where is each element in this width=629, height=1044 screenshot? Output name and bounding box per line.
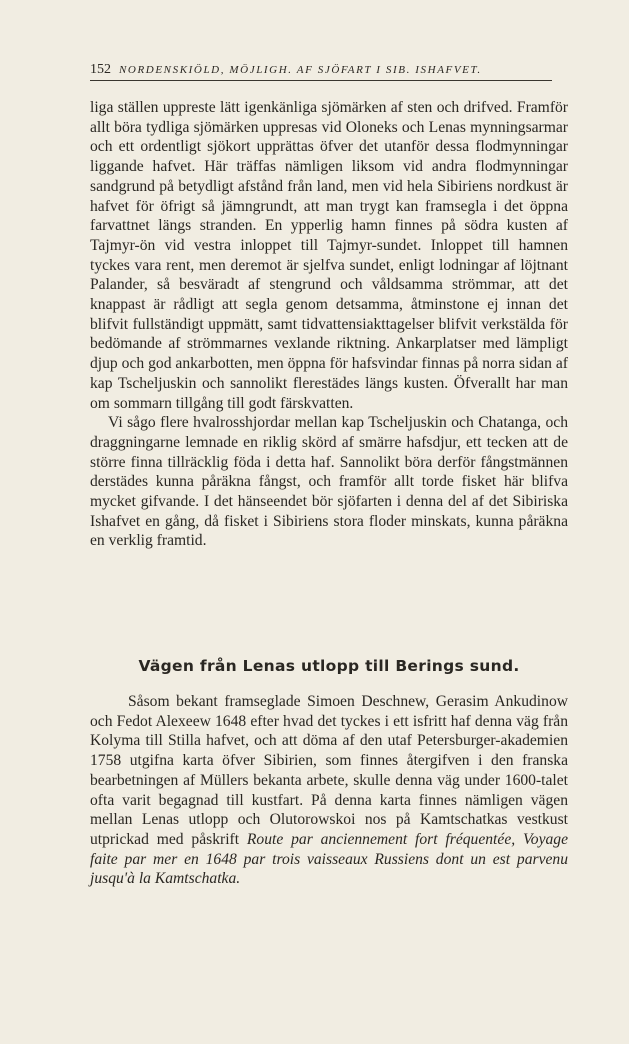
paragraph-3-text: Såsom bekant framseglade Simoen Deschnew, Gerasim Ankudinow och Fedot Alexeew 1648 efter hvad det tyckes i ett isfritt haf denna väg från Kolyma till Stilla hafvet, och att döma af den utaf Petersburger-akademien 1758 utgifna karta öfver Sibirien, som finnes återgifven i den franska bearbetningen af Müllers bekanta arbete, skulle denna väg under 1600-talet ofta varit begagnad till kustfart. På denna karta finnes nämligen vägen mellan Lenas utlopp och Olutorowskoi nos på Kamtschatkas vestkust utprickad med påskrift <box>90 693 568 848</box>
paragraph-2: Vi sågo flere hvalrosshjordar mellan kap Tscheljuskin och Chatanga, och draggningarne lemnade en riklig skörd af smärre hafsdjur, ett tecken att de större finna tillräcklig föda i detta haf. Sannolikt böra derför fångstmännen derstädes kunna påräkna fångst, och framför allt torde fisket här blifva mycket gifvande. I det hänseendet bör sjöfarten i denna del af det Sibiriska Ishafvet en gång, då fisket i Sibiriens stora floder minskats, kunna påräkna en verklig framtid. <box>90 414 568 550</box>
main-text <box>90 98 568 551</box>
running-head <box>90 62 550 82</box>
section-heading: Vägen från Lenas utlopp till Berings sund. <box>138 657 520 675</box>
header-rule <box>90 80 552 81</box>
section-text <box>90 692 568 889</box>
paragraph-1: liga ställen uppreste lätt igenkänliga sjömärken af sten och drifved. Framför allt böra tydliga sjömärken uppresas vid Oloneks och Lenas mynningsarmar och ett ordentligt sjökort upprättas öfver det utanför dessa flodmynningar liggande hafvet. Här träffas nämligen liksom vid andra flodmynningar sandgrund på betydligt afstånd från land, men vid hela Sibiriens nordkust är hafvet för öfrigt så jämngrundt, att man trygt kan framsegla i det öppna farvattnet längs stranden. En ypperlig hamn finnes på södra kusten af Tajmyr-ön vid vestra inloppet till Tajmyr-sundet. Inloppet till hamnen tyckes vara rent, men deremot är sjelfva sundet, enligt lodningar af löjtnant Palander, så besväradt af stengrund och våldsamma strömmar, att det knappast är rådligt att segla genom detsamma, åtminstone ej innan det blifvit fullständigt uppmätt, samt tidvattensiakttagelser blifvit verkstälda för bedömande af strömmarnes vexlande riktning. Ankarplatser med lämpligt djup och god ankarbotten, men öppna för hafsvindar finnas på norra sidan af kap Tscheljuskin och sannolikt flerestädes längs kusten. Öfverallt har man om sommarn tillgång till godt färskvatten. <box>90 99 568 412</box>
running-title: NORDENSKIÖLD, MÖJLIGH. AF SJÖFART I SIB. ISHAFVET. <box>119 64 482 76</box>
paragraph-3 <box>90 692 568 889</box>
page-number: 152 <box>90 62 111 77</box>
french-quote: Route par anciennement fort fréquentée, Voyage faite par mer en 1648 par trois vaisseaux Russiens dont un est parvenu jusqu'à la Kamtschatka. <box>90 830 569 888</box>
